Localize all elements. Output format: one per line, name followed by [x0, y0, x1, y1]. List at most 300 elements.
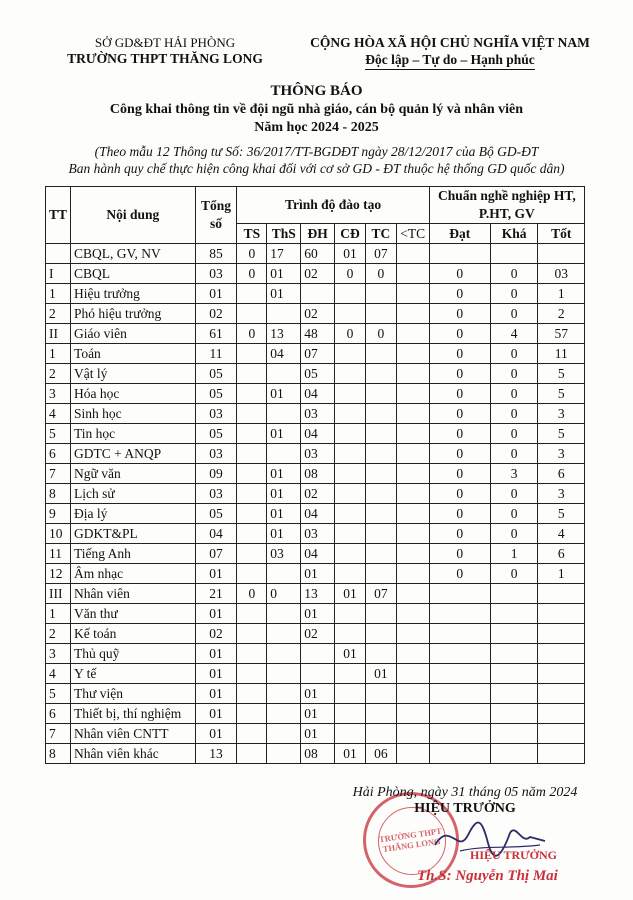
cell-dh — [301, 284, 335, 304]
cell-ltc — [396, 544, 429, 564]
signer-name: Th.S: Nguyễn Thị Mai — [417, 868, 558, 884]
cell-tc — [365, 344, 396, 364]
cell-ltc — [396, 564, 429, 584]
cell-ts — [237, 744, 267, 764]
cell-tc — [365, 524, 396, 544]
cell-tot: 11 — [538, 344, 585, 364]
cell-cd — [335, 564, 366, 584]
cell-tc: 06 — [365, 744, 396, 764]
cell-tt: 6 — [46, 444, 71, 464]
cell-cd: 01 — [335, 584, 366, 604]
cell-total: 01 — [195, 664, 237, 684]
header-dat: Đạt — [429, 224, 490, 244]
table-row — [46, 324, 585, 344]
cell-tot: 3 — [538, 404, 585, 424]
cell-total: 85 — [195, 244, 237, 264]
cell-ts — [237, 364, 267, 384]
cell-total: 02 — [195, 304, 237, 324]
cell-name: Tiếng Anh — [71, 544, 196, 564]
cell-ltc — [396, 264, 429, 284]
cell-tt: 2 — [46, 304, 71, 324]
cell-dat: 0 — [429, 504, 490, 524]
header-kha: Khá — [490, 224, 538, 244]
cell-name: Kế toán — [71, 624, 196, 644]
cell-tt: 9 — [46, 504, 71, 524]
header-tt: TT — [46, 187, 71, 244]
table-row — [46, 464, 585, 484]
cell-tot: 5 — [538, 504, 585, 524]
cell-tc — [365, 284, 396, 304]
cell-ts — [237, 604, 267, 624]
cell-total: 05 — [195, 504, 237, 524]
cell-ths: 01 — [267, 524, 301, 544]
table-row — [46, 644, 585, 664]
cell-name: Ngữ văn — [71, 464, 196, 484]
cell-ths — [267, 664, 301, 684]
cell-dat: 0 — [429, 264, 490, 284]
cell-ltc — [396, 524, 429, 544]
cell-dh: 60 — [301, 244, 335, 264]
cell-dh: 04 — [301, 544, 335, 564]
cell-tot: 1 — [538, 564, 585, 584]
cell-tot: 57 — [538, 324, 585, 344]
cell-tot: 03 — [538, 264, 585, 284]
cell-ths — [267, 304, 301, 324]
cell-total: 11 — [195, 344, 237, 364]
table-row — [46, 244, 585, 264]
cell-name: Tin học — [71, 424, 196, 444]
cell-total: 05 — [195, 384, 237, 404]
school-year: Năm học 2024 - 2025 — [254, 120, 379, 135]
cell-dh: 02 — [301, 624, 335, 644]
header-ts: TS — [237, 224, 267, 244]
cell-ts — [237, 424, 267, 444]
cell-ts — [237, 684, 267, 704]
cell-ltc — [396, 484, 429, 504]
cell-ltc — [396, 644, 429, 664]
table-row — [46, 684, 585, 704]
table-row — [46, 724, 585, 744]
cell-name: Thủ quỹ — [71, 644, 196, 664]
cell-tot: 5 — [538, 424, 585, 444]
cell-total: 13 — [195, 744, 237, 764]
signature-title: HIỆU TRƯỞNG — [470, 848, 558, 862]
cell-ltc — [396, 724, 429, 744]
cell-ths — [267, 704, 301, 724]
cell-ltc — [396, 384, 429, 404]
cell-ths: 03 — [267, 544, 301, 564]
cell-name: Thư viện — [71, 684, 196, 704]
cell-kha — [490, 744, 538, 764]
cell-dat — [429, 704, 490, 724]
signer-role: HIỆU TRƯỞNG — [414, 801, 516, 816]
header-dh: ĐH — [301, 224, 335, 244]
cell-dat: 0 — [429, 284, 490, 304]
table-row — [46, 504, 585, 524]
cell-tt: 5 — [46, 424, 71, 444]
cell-tc — [365, 504, 396, 524]
header-cd: CĐ — [335, 224, 366, 244]
cell-ths: 01 — [267, 284, 301, 304]
cell-cd — [335, 504, 366, 524]
cell-name: Hiệu trưởng — [71, 284, 196, 304]
legal-note-line2: Ban hành quy chế thực hiện công khai đối với cơ sở GD - ĐT thuộc hệ thống GD quốc dân) — [68, 161, 565, 176]
header-tong-so: Tổng số — [195, 187, 237, 244]
cell-tc — [365, 484, 396, 504]
cell-name: Thiết bị, thí nghiệm — [71, 704, 196, 724]
cell-ltc — [396, 604, 429, 624]
cell-name: Hóa học — [71, 384, 196, 404]
cell-total: 03 — [195, 264, 237, 284]
cell-dh: 01 — [301, 724, 335, 744]
header-left — [40, 35, 290, 67]
cell-cd — [335, 424, 366, 444]
cell-ths — [267, 404, 301, 424]
cell-tc — [365, 644, 396, 664]
cell-dat: 0 — [429, 564, 490, 584]
cell-ltc — [396, 324, 429, 344]
seal-text: TRƯỜNG THPT THĂNG LONG — [378, 825, 443, 854]
cell-tc: 0 — [365, 324, 396, 344]
cell-ltc — [396, 584, 429, 604]
header-right — [290, 35, 610, 70]
cell-ts: 0 — [237, 584, 267, 604]
cell-ltc — [396, 424, 429, 444]
cell-dat — [429, 584, 490, 604]
cell-total: 01 — [195, 284, 237, 304]
header-noi-dung: Nội dung — [71, 187, 196, 244]
cell-cd — [335, 704, 366, 724]
cell-ts — [237, 404, 267, 424]
table-row — [46, 284, 585, 304]
table-row — [46, 404, 585, 424]
cell-dat: 0 — [429, 444, 490, 464]
cell-ths: 04 — [267, 344, 301, 364]
cell-ts — [237, 544, 267, 564]
cell-ts — [237, 724, 267, 744]
cell-kha — [490, 604, 538, 624]
cell-tt: 11 — [46, 544, 71, 564]
cell-total: 61 — [195, 324, 237, 344]
cell-tc: 07 — [365, 244, 396, 264]
cell-kha: 3 — [490, 464, 538, 484]
cell-kha: 1 — [490, 544, 538, 564]
cell-tc — [365, 424, 396, 444]
cell-total: 01 — [195, 564, 237, 584]
cell-total: 09 — [195, 464, 237, 484]
cell-ths: 01 — [267, 384, 301, 404]
cell-dat — [429, 744, 490, 764]
document-subtitle: Công khai thông tin về đội ngũ nhà giáo, cán bộ quản lý và nhân viên — [109, 102, 524, 117]
cell-total: 21 — [195, 584, 237, 604]
cell-dh: 05 — [301, 364, 335, 384]
cell-dh: 08 — [301, 744, 335, 764]
school-name: TRƯỜNG THPT THĂNG LONG — [67, 51, 263, 66]
cell-kha: 0 — [490, 504, 538, 524]
table-row — [46, 624, 585, 644]
cell-ths: 17 — [267, 244, 301, 264]
table-row — [46, 744, 585, 764]
cell-kha — [490, 584, 538, 604]
cell-name: Nhân viên khác — [71, 744, 196, 764]
cell-ths — [267, 564, 301, 584]
cell-dh: 03 — [301, 404, 335, 424]
cell-ltc — [396, 624, 429, 644]
cell-tc — [365, 564, 396, 584]
cell-cd — [335, 484, 366, 504]
cell-name: Sinh học — [71, 404, 196, 424]
cell-dh: 01 — [301, 704, 335, 724]
cell-ths — [267, 604, 301, 624]
cell-tot — [538, 724, 585, 744]
cell-cd — [335, 464, 366, 484]
cell-tt: 5 — [46, 684, 71, 704]
cell-name: GDTC + ANQP — [71, 444, 196, 464]
header-ths: ThS — [267, 224, 301, 244]
cell-kha: 0 — [490, 404, 538, 424]
cell-tot: 6 — [538, 544, 585, 564]
cell-total: 01 — [195, 684, 237, 704]
cell-dh: 07 — [301, 344, 335, 364]
cell-ltc — [396, 664, 429, 684]
document-titles — [0, 82, 633, 177]
cell-tot — [538, 244, 585, 264]
cell-tt: 8 — [46, 484, 71, 504]
cell-kha — [490, 684, 538, 704]
cell-total: 07 — [195, 544, 237, 564]
header-ltc: <TC — [396, 224, 429, 244]
cell-total: 05 — [195, 424, 237, 444]
cell-kha: 0 — [490, 284, 538, 304]
cell-ltc — [396, 344, 429, 364]
cell-dh: 13 — [301, 584, 335, 604]
cell-tc — [365, 724, 396, 744]
cell-ltc — [396, 704, 429, 724]
cell-dat — [429, 624, 490, 644]
cell-tot — [538, 644, 585, 664]
cell-ltc — [396, 684, 429, 704]
cell-tc — [365, 464, 396, 484]
cell-total: 01 — [195, 604, 237, 624]
cell-dat — [429, 664, 490, 684]
cell-ts — [237, 304, 267, 324]
cell-tc — [365, 604, 396, 624]
cell-tot: 3 — [538, 484, 585, 504]
cell-ths — [267, 744, 301, 764]
cell-tc — [365, 364, 396, 384]
cell-tc — [365, 384, 396, 404]
cell-ts: 0 — [237, 324, 267, 344]
cell-tot — [538, 744, 585, 764]
country-motto: Độc lập – Tự do – Hạnh phúc — [365, 52, 535, 70]
table-row — [46, 364, 585, 384]
table-row — [46, 604, 585, 624]
cell-ltc — [396, 284, 429, 304]
cell-tot: 5 — [538, 364, 585, 384]
cell-ths — [267, 444, 301, 464]
header-chuan: Chuẩn nghề nghiệp HT, P.HT, GV — [429, 187, 584, 224]
cell-dat: 0 — [429, 464, 490, 484]
cell-ts — [237, 484, 267, 504]
table-row — [46, 564, 585, 584]
cell-tt: 8 — [46, 744, 71, 764]
cell-ltc — [396, 444, 429, 464]
cell-tt: 1 — [46, 604, 71, 624]
cell-ths: 0 — [267, 584, 301, 604]
cell-ts — [237, 284, 267, 304]
cell-tc — [365, 444, 396, 464]
cell-tt: 1 — [46, 344, 71, 364]
cell-kha: 0 — [490, 444, 538, 464]
cell-ts — [237, 384, 267, 404]
cell-ths — [267, 684, 301, 704]
cell-dh: 01 — [301, 684, 335, 704]
cell-ts — [237, 564, 267, 584]
cell-total: 03 — [195, 444, 237, 464]
cell-ths: 13 — [267, 324, 301, 344]
cell-dat — [429, 724, 490, 744]
footer-block — [320, 785, 610, 817]
cell-ts — [237, 444, 267, 464]
cell-tc — [365, 624, 396, 644]
cell-dh — [301, 664, 335, 684]
cell-tc — [365, 304, 396, 324]
cell-name: Nhân viên CNTT — [71, 724, 196, 744]
cell-tt: I — [46, 264, 71, 284]
table-row — [46, 384, 585, 404]
header-tot: Tốt — [538, 224, 585, 244]
cell-ths: 01 — [267, 264, 301, 284]
cell-tc: 0 — [365, 264, 396, 284]
cell-kha — [490, 624, 538, 644]
cell-dh: 04 — [301, 384, 335, 404]
cell-dat — [429, 644, 490, 664]
cell-cd: 01 — [335, 244, 366, 264]
cell-tot: 5 — [538, 384, 585, 404]
cell-kha: 0 — [490, 484, 538, 504]
cell-tt: 2 — [46, 624, 71, 644]
cell-ts — [237, 464, 267, 484]
cell-ths: 01 — [267, 484, 301, 504]
cell-cd: 0 — [335, 264, 366, 284]
cell-cd: 01 — [335, 644, 366, 664]
staff-table — [45, 186, 585, 764]
cell-ts — [237, 644, 267, 664]
cell-tt: 10 — [46, 524, 71, 544]
cell-dat: 0 — [429, 324, 490, 344]
cell-name: Văn thư — [71, 604, 196, 624]
cell-ts — [237, 704, 267, 724]
cell-cd — [335, 304, 366, 324]
cell-name: Địa lý — [71, 504, 196, 524]
cell-total: 01 — [195, 704, 237, 724]
cell-tt — [46, 244, 71, 264]
cell-ths: 01 — [267, 504, 301, 524]
cell-dat: 0 — [429, 484, 490, 504]
cell-kha: 0 — [490, 364, 538, 384]
cell-tc — [365, 404, 396, 424]
table-row — [46, 444, 585, 464]
cell-tt: 4 — [46, 664, 71, 684]
cell-dat: 0 — [429, 304, 490, 324]
cell-kha: 0 — [490, 384, 538, 404]
cell-ths — [267, 724, 301, 744]
cell-dh: 01 — [301, 564, 335, 584]
cell-tt: 7 — [46, 724, 71, 744]
cell-tot — [538, 604, 585, 624]
cell-ts: 0 — [237, 264, 267, 284]
cell-tt: 1 — [46, 284, 71, 304]
document-title: THÔNG BÁO — [270, 83, 363, 99]
cell-tot: 1 — [538, 284, 585, 304]
cell-tc — [365, 544, 396, 564]
cell-ltc — [396, 404, 429, 424]
cell-name: Toán — [71, 344, 196, 364]
cell-tot: 3 — [538, 444, 585, 464]
cell-ts — [237, 504, 267, 524]
cell-total: 02 — [195, 624, 237, 644]
legal-note-line1: (Theo mẫu 12 Thông tư Số: 36/2017/TT-BGDĐT ngày 28/12/2017 của Bộ GD-ĐT — [94, 144, 539, 159]
table-body — [46, 244, 585, 764]
cell-dh: 08 — [301, 464, 335, 484]
cell-ths: 01 — [267, 424, 301, 444]
cell-dh: 03 — [301, 524, 335, 544]
cell-total: 03 — [195, 484, 237, 504]
cell-kha: 0 — [490, 344, 538, 364]
cell-tt: 2 — [46, 364, 71, 384]
cell-kha — [490, 244, 538, 264]
cell-kha — [490, 724, 538, 744]
cell-dh: 01 — [301, 604, 335, 624]
cell-dh: 02 — [301, 304, 335, 324]
table-row — [46, 484, 585, 504]
cell-ths — [267, 624, 301, 644]
cell-tot: 4 — [538, 524, 585, 544]
cell-ts — [237, 664, 267, 684]
cell-kha — [490, 664, 538, 684]
cell-tc: 07 — [365, 584, 396, 604]
cell-tot — [538, 624, 585, 644]
cell-name: Lịch sử — [71, 484, 196, 504]
cell-dat — [429, 604, 490, 624]
cell-tt: 12 — [46, 564, 71, 584]
cell-dat: 0 — [429, 544, 490, 564]
cell-kha: 0 — [490, 304, 538, 324]
cell-ltc — [396, 464, 429, 484]
cell-tot — [538, 704, 585, 724]
cell-total: 05 — [195, 364, 237, 384]
table-row — [46, 344, 585, 364]
cell-tot — [538, 584, 585, 604]
cell-ts: 0 — [237, 244, 267, 264]
cell-kha: 0 — [490, 264, 538, 284]
cell-cd — [335, 624, 366, 644]
country-name: CỘNG HÒA XÃ HỘI CHỦ NGHĨA VIỆT NAM — [310, 35, 590, 50]
table-row — [46, 524, 585, 544]
cell-cd — [335, 364, 366, 384]
cell-ts — [237, 344, 267, 364]
cell-tt: 6 — [46, 704, 71, 724]
cell-tc: 01 — [365, 664, 396, 684]
cell-dat: 0 — [429, 424, 490, 444]
cell-kha: 0 — [490, 424, 538, 444]
cell-total: 01 — [195, 724, 237, 744]
cell-tc — [365, 684, 396, 704]
header-trinh-do: Trình độ đào tạo — [237, 187, 429, 224]
cell-name: Âm nhạc — [71, 564, 196, 584]
cell-ths — [267, 644, 301, 664]
cell-name: Vật lý — [71, 364, 196, 384]
